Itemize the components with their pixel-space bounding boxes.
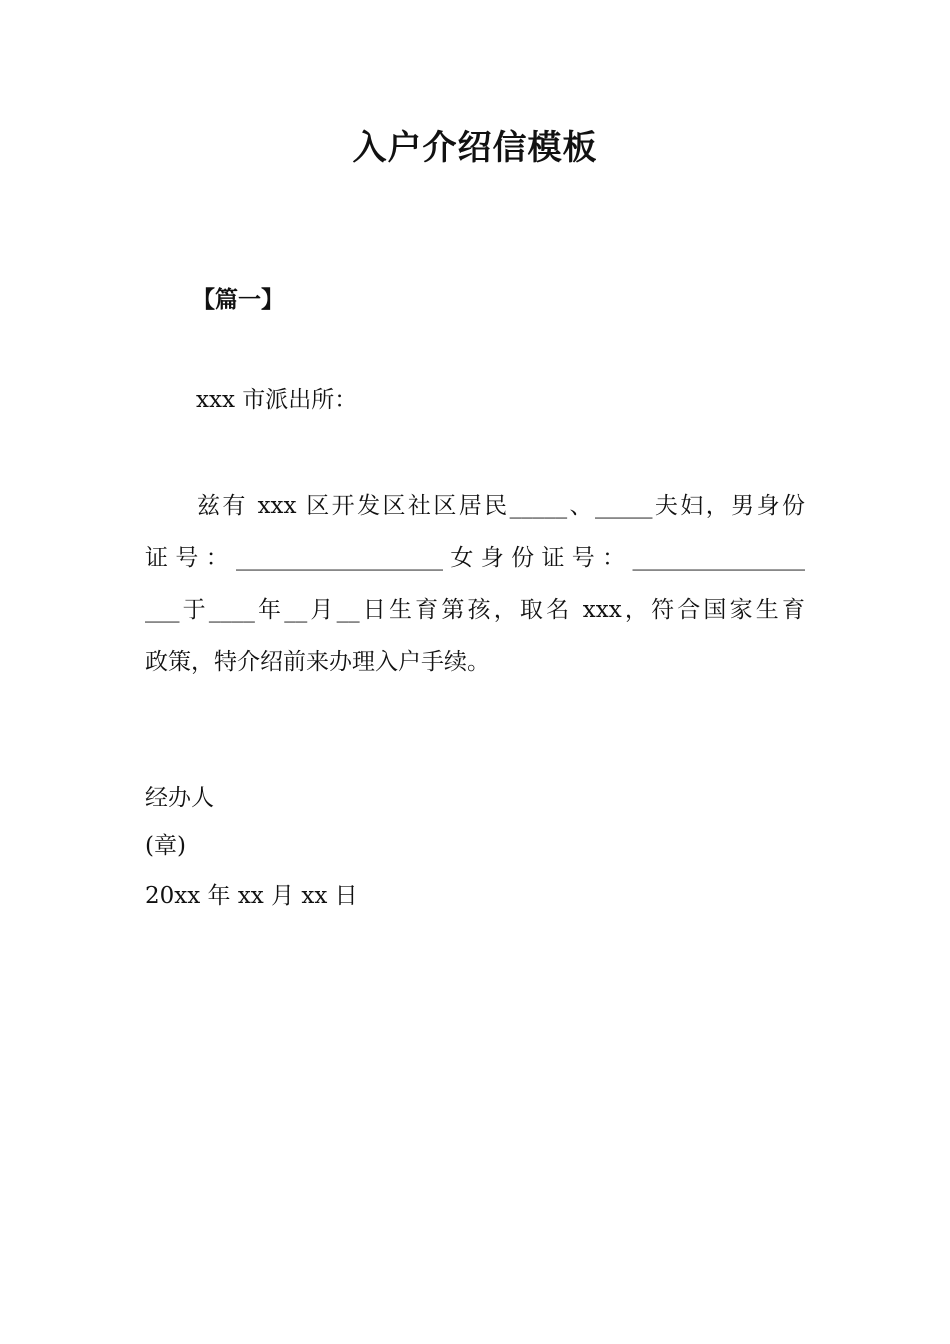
body-line-2: 证号：__________________女身份证号：_______________ [145,545,805,571]
seal-label: (章) [145,833,186,859]
body-line-1: 兹有 xxx 区开发区社区居民_____、_____夫妇，男身份 [197,493,805,519]
letter-body [145,480,805,688]
salutation: xxx 市派出所： [196,387,358,413]
body-line-3: ___于____年__月__日生育第孩，取名 xxx，符合国家生育 [145,597,805,623]
handler-label: 经办人 [145,785,214,811]
body-line-4: 政策，特介绍前来办理入户手续。 [145,649,490,675]
document-title: 入户介绍信模板 [352,128,598,168]
document-date: 20xx 年 xx 月 xx 日 [145,883,358,909]
section-heading: 【篇一】 [192,287,284,313]
